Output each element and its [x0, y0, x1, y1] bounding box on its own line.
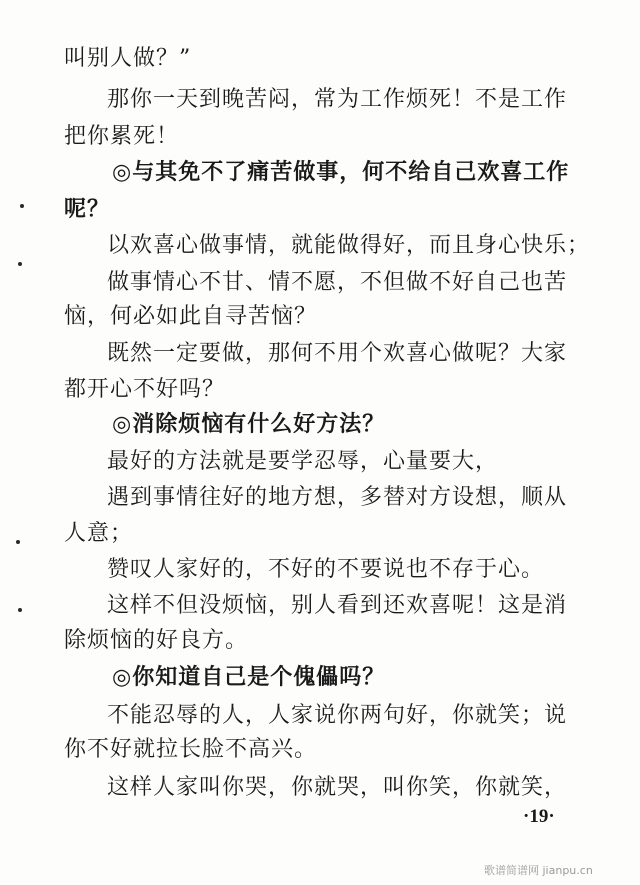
scan-speck	[18, 262, 22, 266]
text-line-2: 那你一天到晚苦闷，常为工作烦死！不是工作	[107, 87, 568, 112]
text-line-19: 不能忍辱的人，人家说你两句好，你就笑；说	[107, 703, 568, 728]
text-line-7: 做事情心不甘、情不愿，不但做不好自己也苦	[107, 270, 568, 295]
section-heading-2: ◎消除烦恼有什么好方法？	[112, 412, 386, 437]
section-heading-1: ◎与其免不了痛苦做事，何不给自己欢喜工作	[112, 160, 570, 185]
section-heading-1-cont: 呢？	[64, 197, 111, 222]
text-line-1: 叫别人做？”	[64, 46, 192, 71]
section-heading-3: ◎你知道自己是个傀儡吗？	[112, 665, 386, 690]
text-line-3: 把你累死！	[64, 124, 180, 149]
text-line-14: 人意；	[64, 521, 134, 546]
text-line-6: 以欢喜心做事情，就能做得好，而且身心快乐；	[107, 233, 591, 258]
text-line-10: 都开心不好吗？	[64, 377, 226, 402]
scan-speck	[20, 204, 24, 208]
scan-speck	[18, 608, 22, 612]
text-line-15: 赞叹人家好的，不好的不要说也不存于心。	[107, 557, 545, 582]
text-line-8: 恼，何必如此自寻苦恼？	[64, 304, 318, 329]
text-line-9: 既然一定要做，那何不用个欢喜心做呢？大家	[107, 341, 568, 366]
text-line-17: 除烦恼的好良方。	[64, 628, 249, 653]
text-line-13: 遇到事情往好的地方想，多替对方设想，顺从	[107, 485, 568, 510]
text-line-16: 这样不但没烦恼，别人看到还欢喜呢！这是消	[107, 593, 568, 618]
page-number: ·19·	[523, 806, 555, 827]
watermark: 歌谱简谱网 jianpu.cn	[484, 864, 593, 877]
text-line-20: 你不好就拉长脸不高兴。	[64, 737, 318, 762]
text-line-21: 这样人家叫你哭，你就哭，叫你笑，你就笑，	[107, 775, 568, 800]
scan-speck	[16, 540, 20, 544]
text-line-12: 最好的方法就是要学忍辱，心量要大，	[107, 449, 499, 474]
